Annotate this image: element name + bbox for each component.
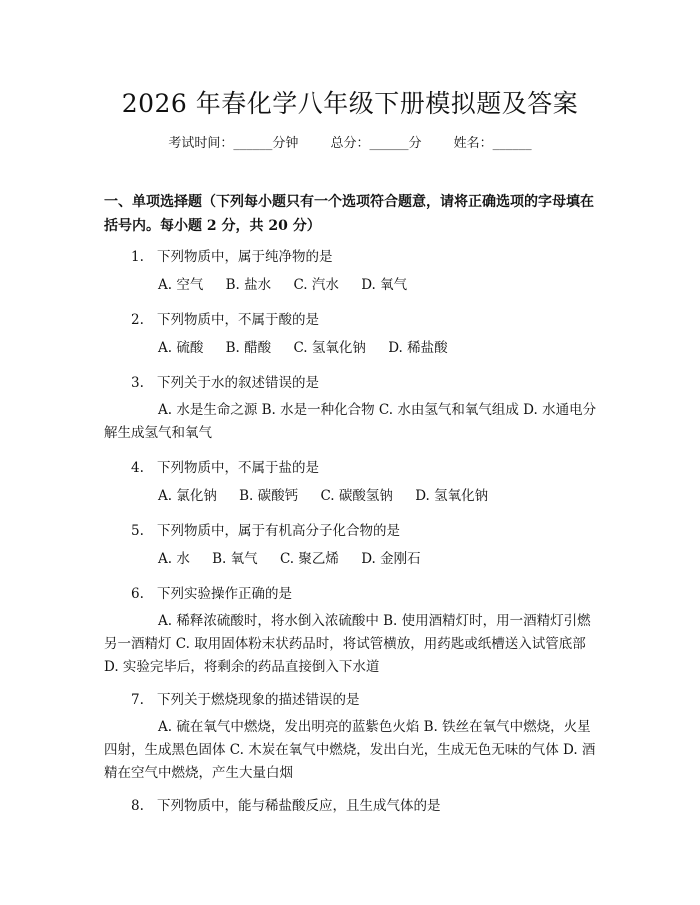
option-a: A. 空气	[158, 277, 204, 293]
question-text: 下列关于水的叙述错误的是	[157, 375, 319, 391]
question-text: 下列物质中，能与稀盐酸反应，且生成气体的是	[157, 798, 441, 814]
question-number: 8.	[131, 798, 144, 814]
total-score-field: 总分：______分	[330, 136, 422, 151]
exam-time-field: 考试时间：______分钟	[168, 136, 299, 151]
option-b: B. 碳酸钙	[239, 488, 299, 504]
option-d: D. 氢氧化钠	[415, 488, 489, 504]
option-d: D. 金刚石	[361, 551, 421, 567]
question-number: 1.	[131, 249, 144, 265]
name-field: 姓名：______	[453, 136, 532, 151]
question-4-options	[158, 485, 598, 508]
option-a: A. 水	[158, 551, 190, 567]
question-6-options: A. 稀释浓硫酸时，将水倒入浓硫酸中 B. 使用酒精灯时，用一酒精灯引燃另一酒精灯 C. 取用固体粉末状药品时，将试管横放，用药匙或纸槽送入试管底部 D. 实验完毕后，将剩余的药品直接倒入下水道	[104, 613, 591, 675]
question-5-options	[158, 548, 598, 571]
question-text: 下列物质中，属于纯净物的是	[157, 249, 333, 265]
option-a: A. 氯化钠	[158, 488, 217, 504]
question-number: 2.	[131, 312, 144, 328]
question-number: 3.	[131, 375, 144, 391]
question-number: 7.	[131, 692, 144, 708]
question-7	[131, 688, 360, 708]
exam-info-line	[0, 132, 700, 151]
option-d: D. 稀盐酸	[388, 340, 448, 356]
section-heading: 一、单项选择题（下列每小题只有一个选项符合题意，请将正确选项的字母填在括号内。每小题 2 分，共 20 分）	[104, 194, 594, 234]
question-text: 下列物质中，属于有机高分子化合物的是	[157, 523, 400, 539]
question-1	[131, 245, 333, 265]
option-b: B. 氧气	[212, 551, 258, 567]
question-7-options: A. 硫在氧气中燃烧，发出明亮的蓝紫色火焰 B. 铁丝在氧气中燃烧，火星四射，生成黑色固体 C. 木炭在氧气中燃烧，发出白光，生成无色无味的气体 D. 酒精在空气中燃烧，产生大量白烟	[104, 719, 596, 781]
option-a: A. 硫酸	[158, 340, 204, 356]
question-number: 4.	[131, 460, 144, 476]
question-3	[131, 371, 319, 391]
question-6	[131, 582, 292, 602]
option-c: C. 氢氧化钠	[293, 340, 366, 356]
option-c: C. 碳酸氢钠	[320, 488, 393, 504]
question-3-options: A. 水是生命之源 B. 水是一种化合物 C. 水由氢气和氧气组成 D. 水通电分解生成氢气和氧气	[104, 402, 597, 441]
option-b: B. 盐水	[225, 277, 272, 293]
question-2-options	[158, 337, 598, 360]
question-text: 下列关于燃烧现象的描述错误的是	[157, 692, 360, 708]
question-text: 下列实验操作正确的是	[157, 586, 292, 602]
option-d: D. 氧气	[361, 277, 408, 293]
question-number: 6.	[131, 586, 144, 602]
option-c: C. 聚乙烯	[279, 551, 339, 567]
question-text: 下列物质中，不属于盐的是	[157, 460, 319, 476]
question-8	[131, 794, 441, 814]
question-number: 5.	[131, 523, 144, 539]
question-2	[131, 308, 319, 328]
question-text: 下列物质中，不属于酸的是	[157, 312, 319, 328]
question-4	[131, 456, 319, 476]
question-5	[131, 519, 400, 539]
option-c: C. 汽水	[293, 277, 339, 293]
option-b: B. 醋酸	[225, 340, 272, 356]
page-title: 2026 年春化学八年级下册模拟题及答案	[121, 89, 579, 118]
question-1-options	[158, 274, 598, 297]
